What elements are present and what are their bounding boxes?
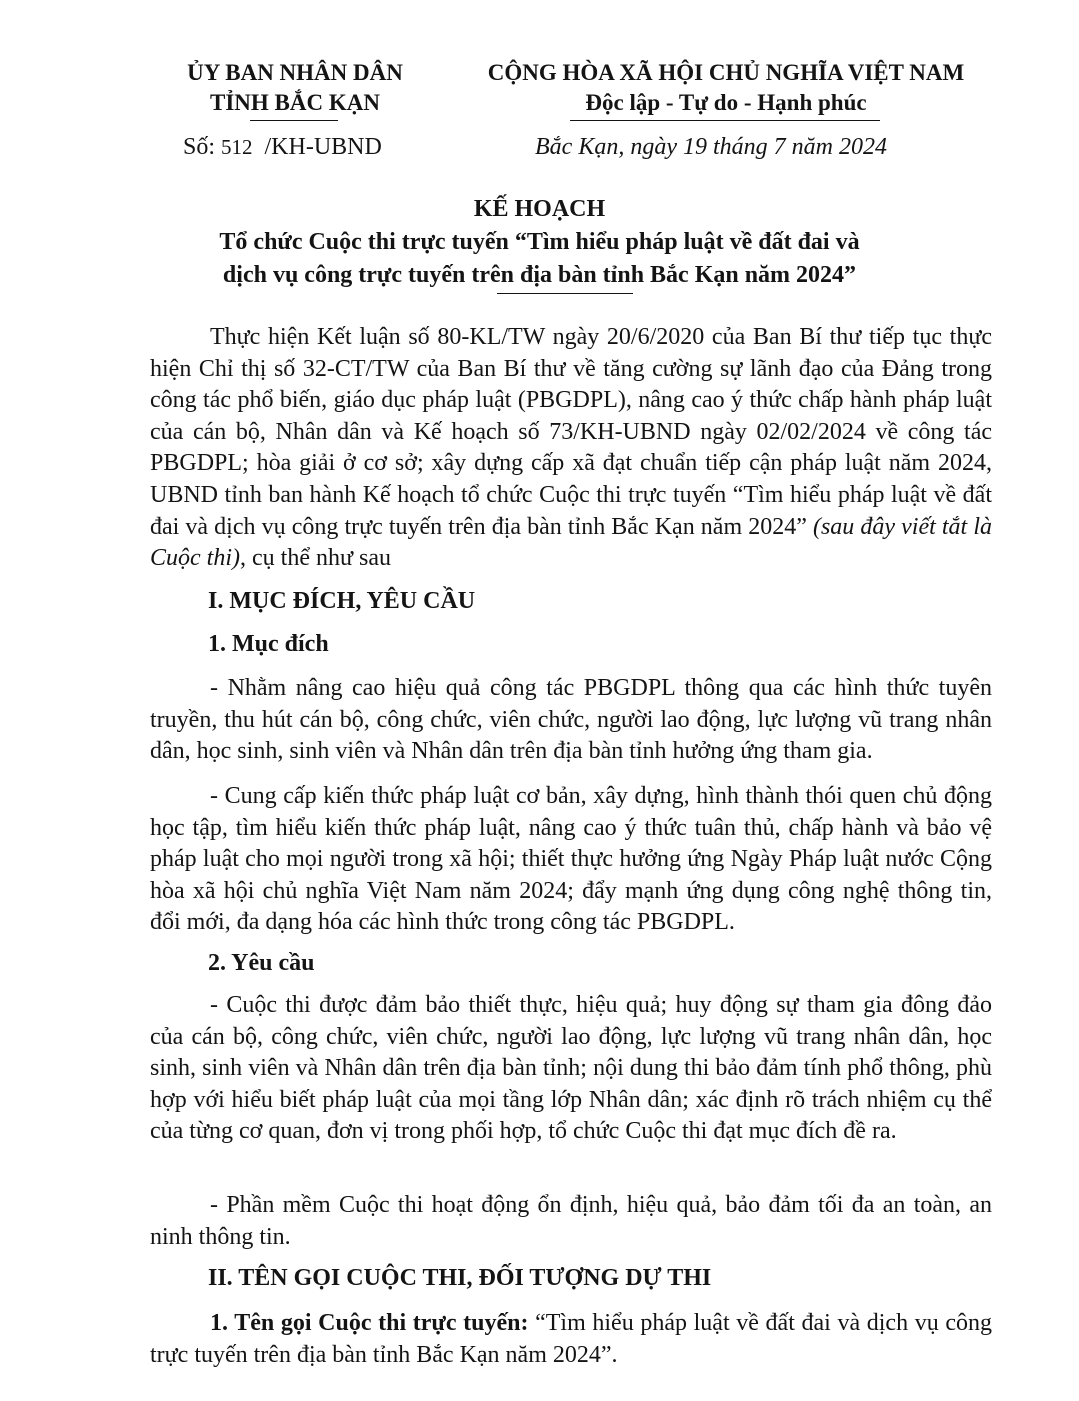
requirements-heading: 2. Yêu cầu — [208, 950, 315, 976]
motto-underline — [570, 120, 880, 121]
motto: Độc lập - Tự do - Hạnh phúc — [585, 90, 867, 115]
intro-paragraph — [150, 322, 992, 575]
doc-number-prefix: Số: — [183, 134, 216, 160]
section-1-heading: I. MỤC ĐÍCH, YÊU CẦU — [208, 588, 476, 614]
intro-text: Thực hiện Kết luận số 80-KL/TW ngày 20/6/2020 của Ban Bí thư tiếp tục thực hiện Chỉ thị số 32-CT/TW của Ban Bí thư về tăng cường sự lãnh đạo của Đảng trong công tác phổ biến, giáo dục pháp luật (PBGDPL), nâng cao ý thức chấp hành pháp luật của cán bộ, Nhân dân và Kế hoạch số 73/KH-UBND ngày 02/02/2024 về công tác PBGDPL; hòa giải ở cơ sở; xây dựng cấp xã đạt chuẩn tiếp cận pháp luật năm 2024, UBND tỉnh ban hành Kế hoạch tổ chức Cuộc thi trực tuyến “Tìm hiểu pháp luật về đất đai và dịch vụ công trực tuyến trên địa bàn tỉnh Bắc Kạn năm 2024” — [150, 324, 992, 540]
intro-italic-note: (sau đây viết tắt là Cuộc thi) — [150, 513, 992, 572]
national-title-line-1: CỘNG HÒA XÃ HỘI CHỦ NGHĨA VIỆT NAM — [487, 60, 965, 85]
date-line: Bắc Kạn, ngày 19 tháng 7 năm 2024 — [535, 134, 887, 160]
purpose-paragraph-2: - Cung cấp kiến thức pháp luật cơ bản, xây dựng, hình thành thói quen chủ động học tập, tìm hiểu kiến thức pháp luật, nâng cao ý thức tuân thủ, chấp hành và bảo vệ pháp luật cho mọi người trong xã hội; thiết thực hưởng ứng Ngày Pháp luật nước Cộng hòa xã hội chủ nghĩa Việt Nam năm 2024; đẩy mạnh ứng dụng công nghệ thông tin, đổi mới, đa dạng hóa các hình thức trong công tác PBGDPL. — [150, 783, 992, 936]
agency-underline — [250, 120, 338, 121]
contest-name-paragraph — [150, 1308, 992, 1371]
document-title: KẾ HOẠCH — [473, 196, 606, 222]
purpose-heading: 1. Mục đích — [208, 631, 329, 657]
contest-name-label: 1. Tên gọi Cuộc thi trực tuyến: — [210, 1310, 529, 1336]
requirements-paragraph-1: - Cuộc thi được đảm bảo thiết thực, hiệu quả; huy động sự tham gia đông đảo của cán bộ, công chức, viên chức, người lao động, lực lượng vũ trang nhân dân, học sinh, sinh viên và Nhân dân trên địa bàn tỉnh; nội dung thi bảo đảm tính phổ thông, phù hợp với hiểu biết pháp luật của mọi tầng lớp Nhân dân; xác định rõ trách nhiệm cụ thể của từng cơ quan, đơn vị trong phối hợp, tổ chức Cuộc thi đạt mục đích đề ra. — [150, 992, 992, 1145]
issuing-agency — [170, 58, 420, 118]
intro-tail: , cụ thể như sau — [240, 545, 391, 572]
contest-name-text: “Tìm hiểu pháp luật về đất đai và dịch vụ công trực tuyến trên địa bàn tỉnh Bắc Kạn năm 2024”. — [150, 1310, 992, 1368]
doc-number-value: 512 — [221, 135, 253, 159]
section-2-heading: II. TÊN GỌI CUỘC THI, ĐỐI TƯỢNG DỰ THI — [208, 1265, 712, 1291]
requirements-paragraph-2: - Phần mềm Cuộc thi hoạt động ổn định, hiệu quả, bảo đảm tối đa an toàn, an ninh thông tin. — [150, 1192, 992, 1250]
purpose-paragraph-1: - Nhằm nâng cao hiệu quả công tác PBGDPL thông qua các hình thức tuyên truyền, thu hút cán bộ, công chức, viên chức, người lao động, lực lượng vũ trang nhân dân, học sinh, sinh viên và Nhân dân trên địa bàn tỉnh hưởng ứng tham gia. — [150, 675, 992, 765]
title-underline — [497, 293, 633, 294]
doc-number-suffix: /KH-UBND — [264, 134, 382, 160]
document-number — [183, 134, 382, 161]
agency-line-2: TỈNH BẮC KẠN — [210, 90, 380, 115]
document-subtitle-line-1: Tổ chức Cuộc thi trực tuyến “Tìm hiểu pháp luật về đất đai và — [219, 229, 860, 255]
national-title — [470, 58, 982, 118]
agency-line-1: ỦY BAN NHÂN DÂN — [187, 60, 403, 85]
document-subtitle-line-2: dịch vụ công trực tuyến trên địa bàn tỉnh Bắc Kạn năm 2024” — [222, 262, 857, 288]
